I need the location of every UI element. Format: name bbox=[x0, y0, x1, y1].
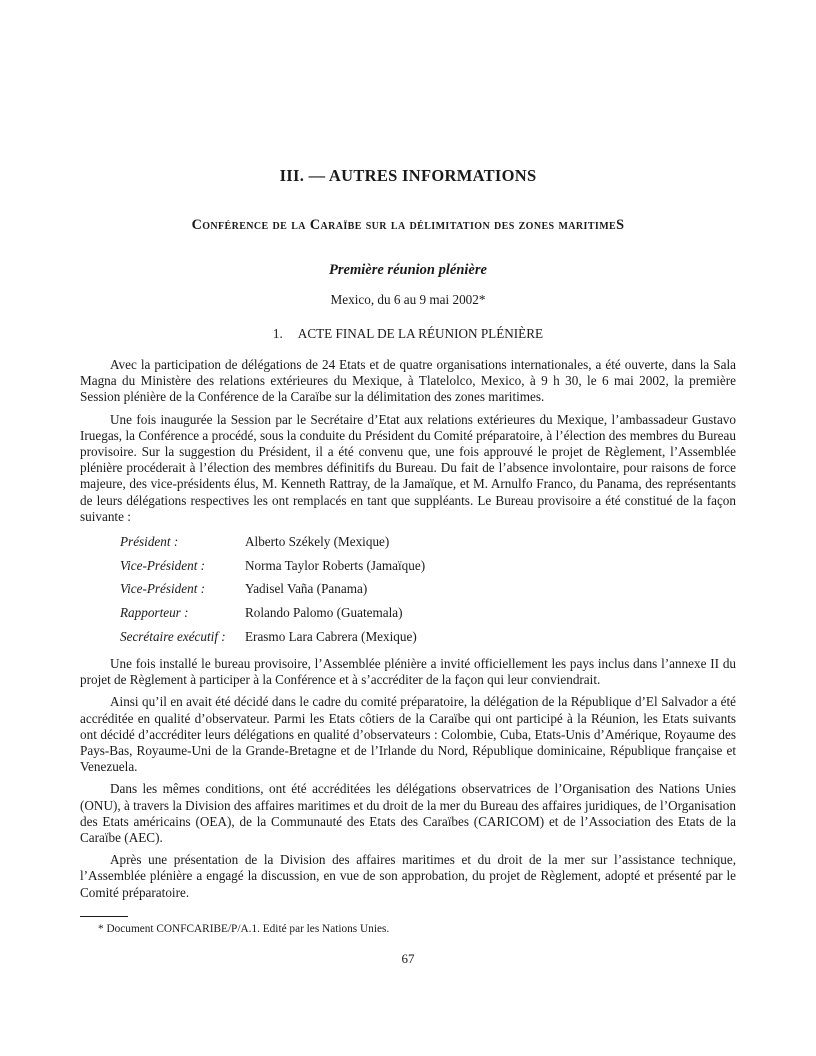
act-heading-text: ACTE FINAL DE LA RÉUNION PLÉNIÈRE bbox=[297, 326, 544, 341]
bureau-role: Rapporteur : bbox=[120, 605, 189, 621]
bureau-name: Norma Taylor Roberts (Jamaïque) bbox=[245, 557, 426, 573]
bureau-role: Vice-Président : bbox=[120, 581, 206, 597]
act-heading-number: 1. bbox=[272, 326, 283, 341]
meeting-place-date: Mexico, du 6 au 9 mai 2002* bbox=[330, 292, 486, 307]
footnote-text: * Document CONFCARIBE/P/A.1. Edité par les Nations Unies. bbox=[98, 923, 390, 935]
conference-title: Conférence de la Caraïbe sur la délimitation des zones maritimeS bbox=[191, 217, 625, 233]
document-content bbox=[80, 166, 736, 907]
bureau-row bbox=[120, 558, 736, 574]
bureau-name: Rolando Palomo (Guatemala) bbox=[245, 605, 403, 621]
paragraph: Une fois inaugurée la Session par le Secrétaire d’Etat aux relations extérieures du Mexique, l’ambassadeur Gustavo Iruegas, la Conférence a procédé, sous la conduite du Président du Comité préparatoire, à l’élection des membres du Bureau provisoire. Sur la suggestion du Président, il a été convenu que, une fois approuvé le projet de Règlement, l’Assemblée plénière procéderait à l’élection des membres définitifs du Bureau. Du fait de l’absence involontaire, pour raisons de force majeure, des vice-présidents élus, M. Kenneth Rattray, de la Jamaïque, et M. Arnulfo Franco, du Panama, des représentants de leurs délégations respectives les ont remplacés en tant que suppléants. Le Bureau provisoire a été constitué de la façon suivante : bbox=[80, 411, 736, 524]
bureau-role: Vice-Président : bbox=[120, 557, 206, 573]
bureau-name: Erasmo Lara Cabrera (Mexique) bbox=[245, 628, 417, 644]
bureau-row bbox=[120, 605, 736, 621]
bureau-list bbox=[120, 534, 736, 645]
paragraph: Après une présentation de la Division des affaires maritimes et du droit de la mer sur l’assistance technique, l’Assemblée plénière a engagé la discussion, en vue de son approbation, du projet de Règlement, adopté et présenté par le Comité préparatoire. bbox=[80, 852, 736, 900]
body-text bbox=[80, 357, 736, 901]
footnote-area bbox=[80, 916, 736, 936]
paragraph: Avec la participation de délégations de 24 Etats et de quatre organisations internationales, a été ouverte, dans la Sala Magna du Ministère des relations extérieures du Mexique, à Tlatelolco, Mexico, à 9 h 30, le 6 mai 2002, la première Session plénière de la Conférence de la Caraïbe sur la délimitation des zones maritimes. bbox=[80, 357, 736, 405]
section-title: III. — AUTRES INFORMATIONS bbox=[279, 166, 537, 185]
act-heading bbox=[80, 326, 736, 342]
bureau-role: Secrétaire exécutif : bbox=[120, 628, 226, 644]
bureau-row bbox=[120, 534, 736, 550]
bureau-role: Président : bbox=[120, 534, 179, 550]
paragraph: Dans les mêmes conditions, ont été accréditées les délégations observatrices de l’Organisation des Nations Unies (ONU), à travers la Division des affaires maritimes et du droit de la mer du Bureau des affaires juridiques, de l’Organisation des Etats américains (OEA), de la Communauté des Etats des Caraïbes (CARICOM) et de l’Association des Etats de la Caraïbe (AEC). bbox=[80, 781, 736, 846]
footnote-rule bbox=[80, 916, 128, 917]
bureau-name: Alberto Székely (Mexique) bbox=[245, 534, 390, 550]
paragraph: Une fois installé le bureau provisoire, l’Assemblée plénière a invité officiellement les pays inclus dans l’annexe II du projet de Règlement à participer à la Conférence et à s’accréditer de la façon qui leur conviendrait. bbox=[80, 656, 736, 688]
bureau-name: Yadisel Vaña (Panama) bbox=[245, 581, 368, 597]
bureau-row bbox=[120, 581, 736, 597]
bureau-row bbox=[120, 629, 736, 645]
meeting-title: Première réunion plénière bbox=[329, 262, 487, 278]
page-number: 67 bbox=[401, 951, 415, 966]
paragraph: Ainsi qu’il en avait été décidé dans le cadre du comité préparatoire, la délégation de la République d’El Salvador a été accréditée en qualité d’observateur. Parmi les Etats côtiers de la Caraïbe qui ont participé à la Réunion, les Etats suivants ont décidé d’accréditer leurs délégations en qualité d’observateurs : Colombie, Cuba, Etats-Unis d’Amérique, Royaume des Pays-Bas, Royaume-Uni de la Grande-Bretagne et de l’Irlande du Nord, République dominicaine, République française et Venezuela. bbox=[80, 694, 736, 775]
